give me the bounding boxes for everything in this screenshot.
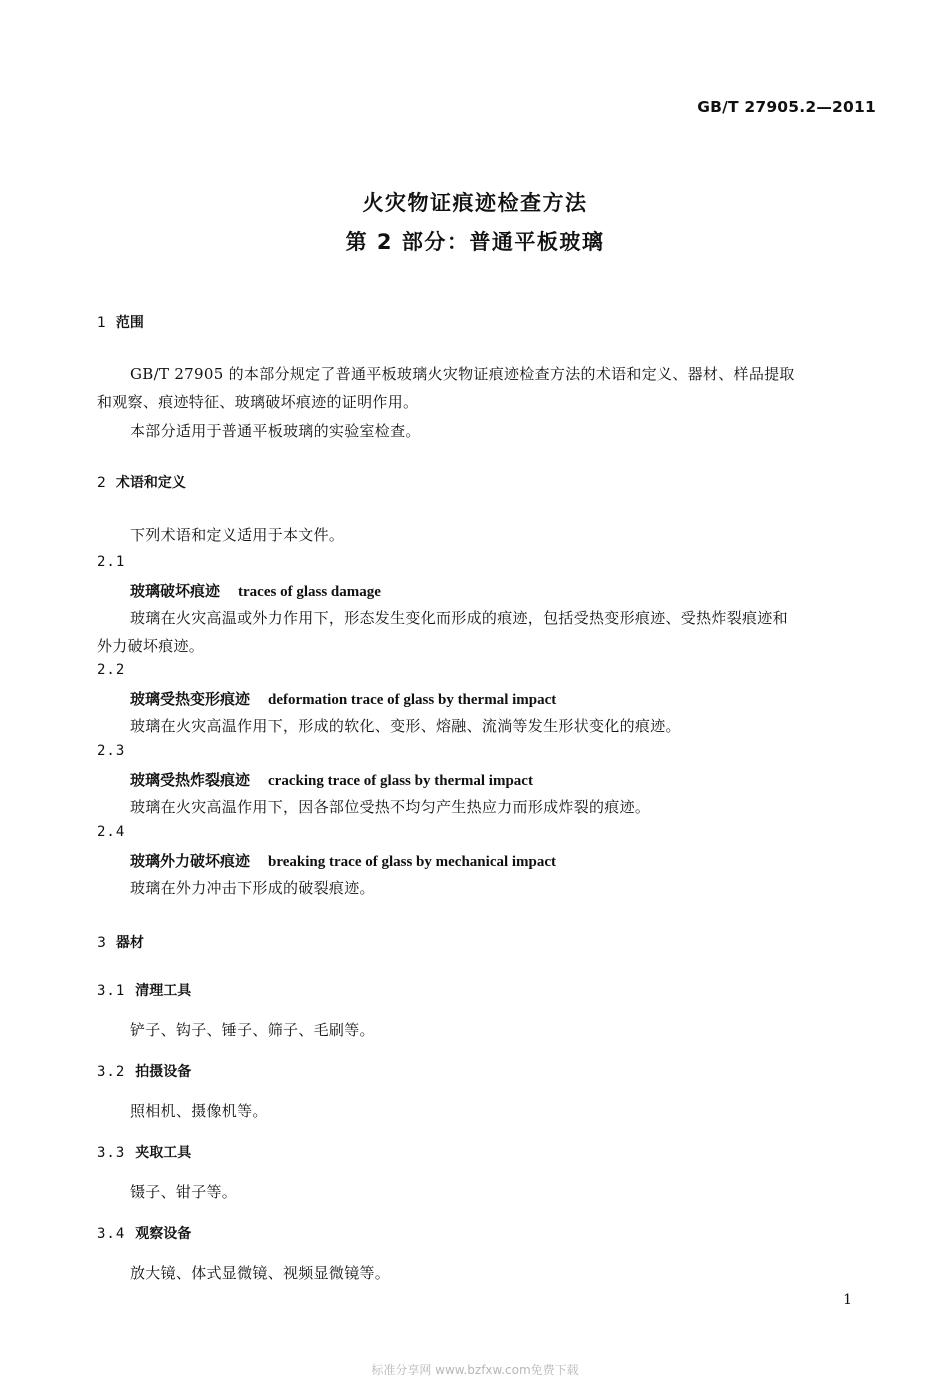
term-zh: 玻璃受热炸裂痕迹 — [130, 771, 251, 789]
subsection-heading — [97, 1223, 191, 1243]
term-heading — [130, 688, 556, 709]
term-heading — [130, 850, 556, 871]
term-definition: 玻璃在火灾高温作用下，形成的软化、变形、熔融、流淌等发生形状变化的痕迹。 — [130, 717, 681, 735]
section-number: 1 — [97, 315, 106, 331]
document-subtitle: 第 2 部分：普通平板玻璃 — [345, 230, 605, 254]
subsection-text: 铲子、钩子、锤子、筛子、毛刷等。 — [130, 1021, 375, 1039]
term-en: deformation trace of glass by thermal impact — [268, 692, 557, 708]
subsection-number: 3.3 — [97, 1145, 126, 1161]
term-en: traces of glass damage — [238, 584, 381, 600]
section-title: 范围 — [115, 315, 144, 331]
term-heading — [130, 769, 533, 790]
document-title: 火灾物证痕迹检查方法 — [362, 191, 588, 215]
section-number: 3 — [97, 935, 106, 951]
section-1-paragraph-2: 本部分适用于普通平板玻璃的实验室检查。 — [130, 422, 421, 440]
section-1-paragraph-1-line-2: 和观察、痕迹特征、玻璃破坏痕迹的证明作用。 — [97, 393, 419, 411]
section-3-heading — [97, 932, 144, 952]
subsection-title: 清理工具 — [135, 983, 192, 999]
subsection-number: 3.4 — [97, 1226, 126, 1242]
term-en: cracking trace of glass by thermal impact — [268, 773, 533, 789]
section-2-heading — [97, 472, 186, 492]
term-number: 2.4 — [97, 824, 126, 840]
section-1-paragraph-1-line-1: GB/T 27905 的本部分规定了普通平板玻璃火灾物证痕迹检查方法的术语和定义、器材、样品提取 — [130, 365, 795, 383]
section-2-intro: 下列术语和定义适用于本文件。 — [130, 526, 345, 544]
subsection-text: 放大镜、体式显微镜、视频显微镜等。 — [130, 1264, 391, 1282]
subsection-text: 照相机、摄像机等。 — [130, 1102, 268, 1120]
subsection-title: 拍摄设备 — [135, 1064, 192, 1080]
subsection-title: 夹取工具 — [135, 1145, 192, 1161]
standard-number: GB/T 27905.2—2011 — [697, 98, 876, 116]
term-definition-continued: 外力破坏痕迹。 — [97, 637, 205, 655]
section-number: 2 — [97, 475, 106, 491]
term-definition: 玻璃在火灾高温作用下，因各部位受热不均匀产生热应力而形成炸裂的痕迹。 — [130, 798, 651, 816]
term-definition: 玻璃在火灾高温或外力作用下，形态发生变化而形成的痕迹，包括受热变形痕迹、受热炸裂痕迹和 — [130, 609, 788, 627]
section-title: 器材 — [115, 935, 144, 951]
subsection-heading — [97, 1061, 191, 1081]
term-en: breaking trace of glass by mechanical impact — [268, 854, 557, 870]
term-zh: 玻璃破坏痕迹 — [130, 582, 221, 600]
section-title: 术语和定义 — [115, 475, 186, 491]
term-zh: 玻璃外力破坏痕迹 — [130, 852, 251, 870]
footer-watermark: 标准分享网 www.bzfxw.com免费下载 — [371, 1363, 579, 1377]
section-1-heading — [97, 312, 144, 332]
subsection-heading — [97, 1142, 191, 1162]
subsection-title: 观察设备 — [135, 1226, 192, 1242]
subsection-heading — [97, 980, 191, 1000]
term-number: 2.2 — [97, 662, 126, 678]
subsection-text: 镊子、钳子等。 — [130, 1183, 238, 1201]
page-number: 1 — [843, 1292, 852, 1308]
subsection-number: 3.1 — [97, 983, 126, 999]
term-number: 2.1 — [97, 554, 126, 570]
term-definition: 玻璃在外力冲击下形成的破裂痕迹。 — [130, 879, 375, 897]
subsection-number: 3.2 — [97, 1064, 126, 1080]
term-heading — [130, 580, 381, 601]
term-zh: 玻璃受热变形痕迹 — [130, 690, 251, 708]
term-number: 2.3 — [97, 743, 126, 759]
